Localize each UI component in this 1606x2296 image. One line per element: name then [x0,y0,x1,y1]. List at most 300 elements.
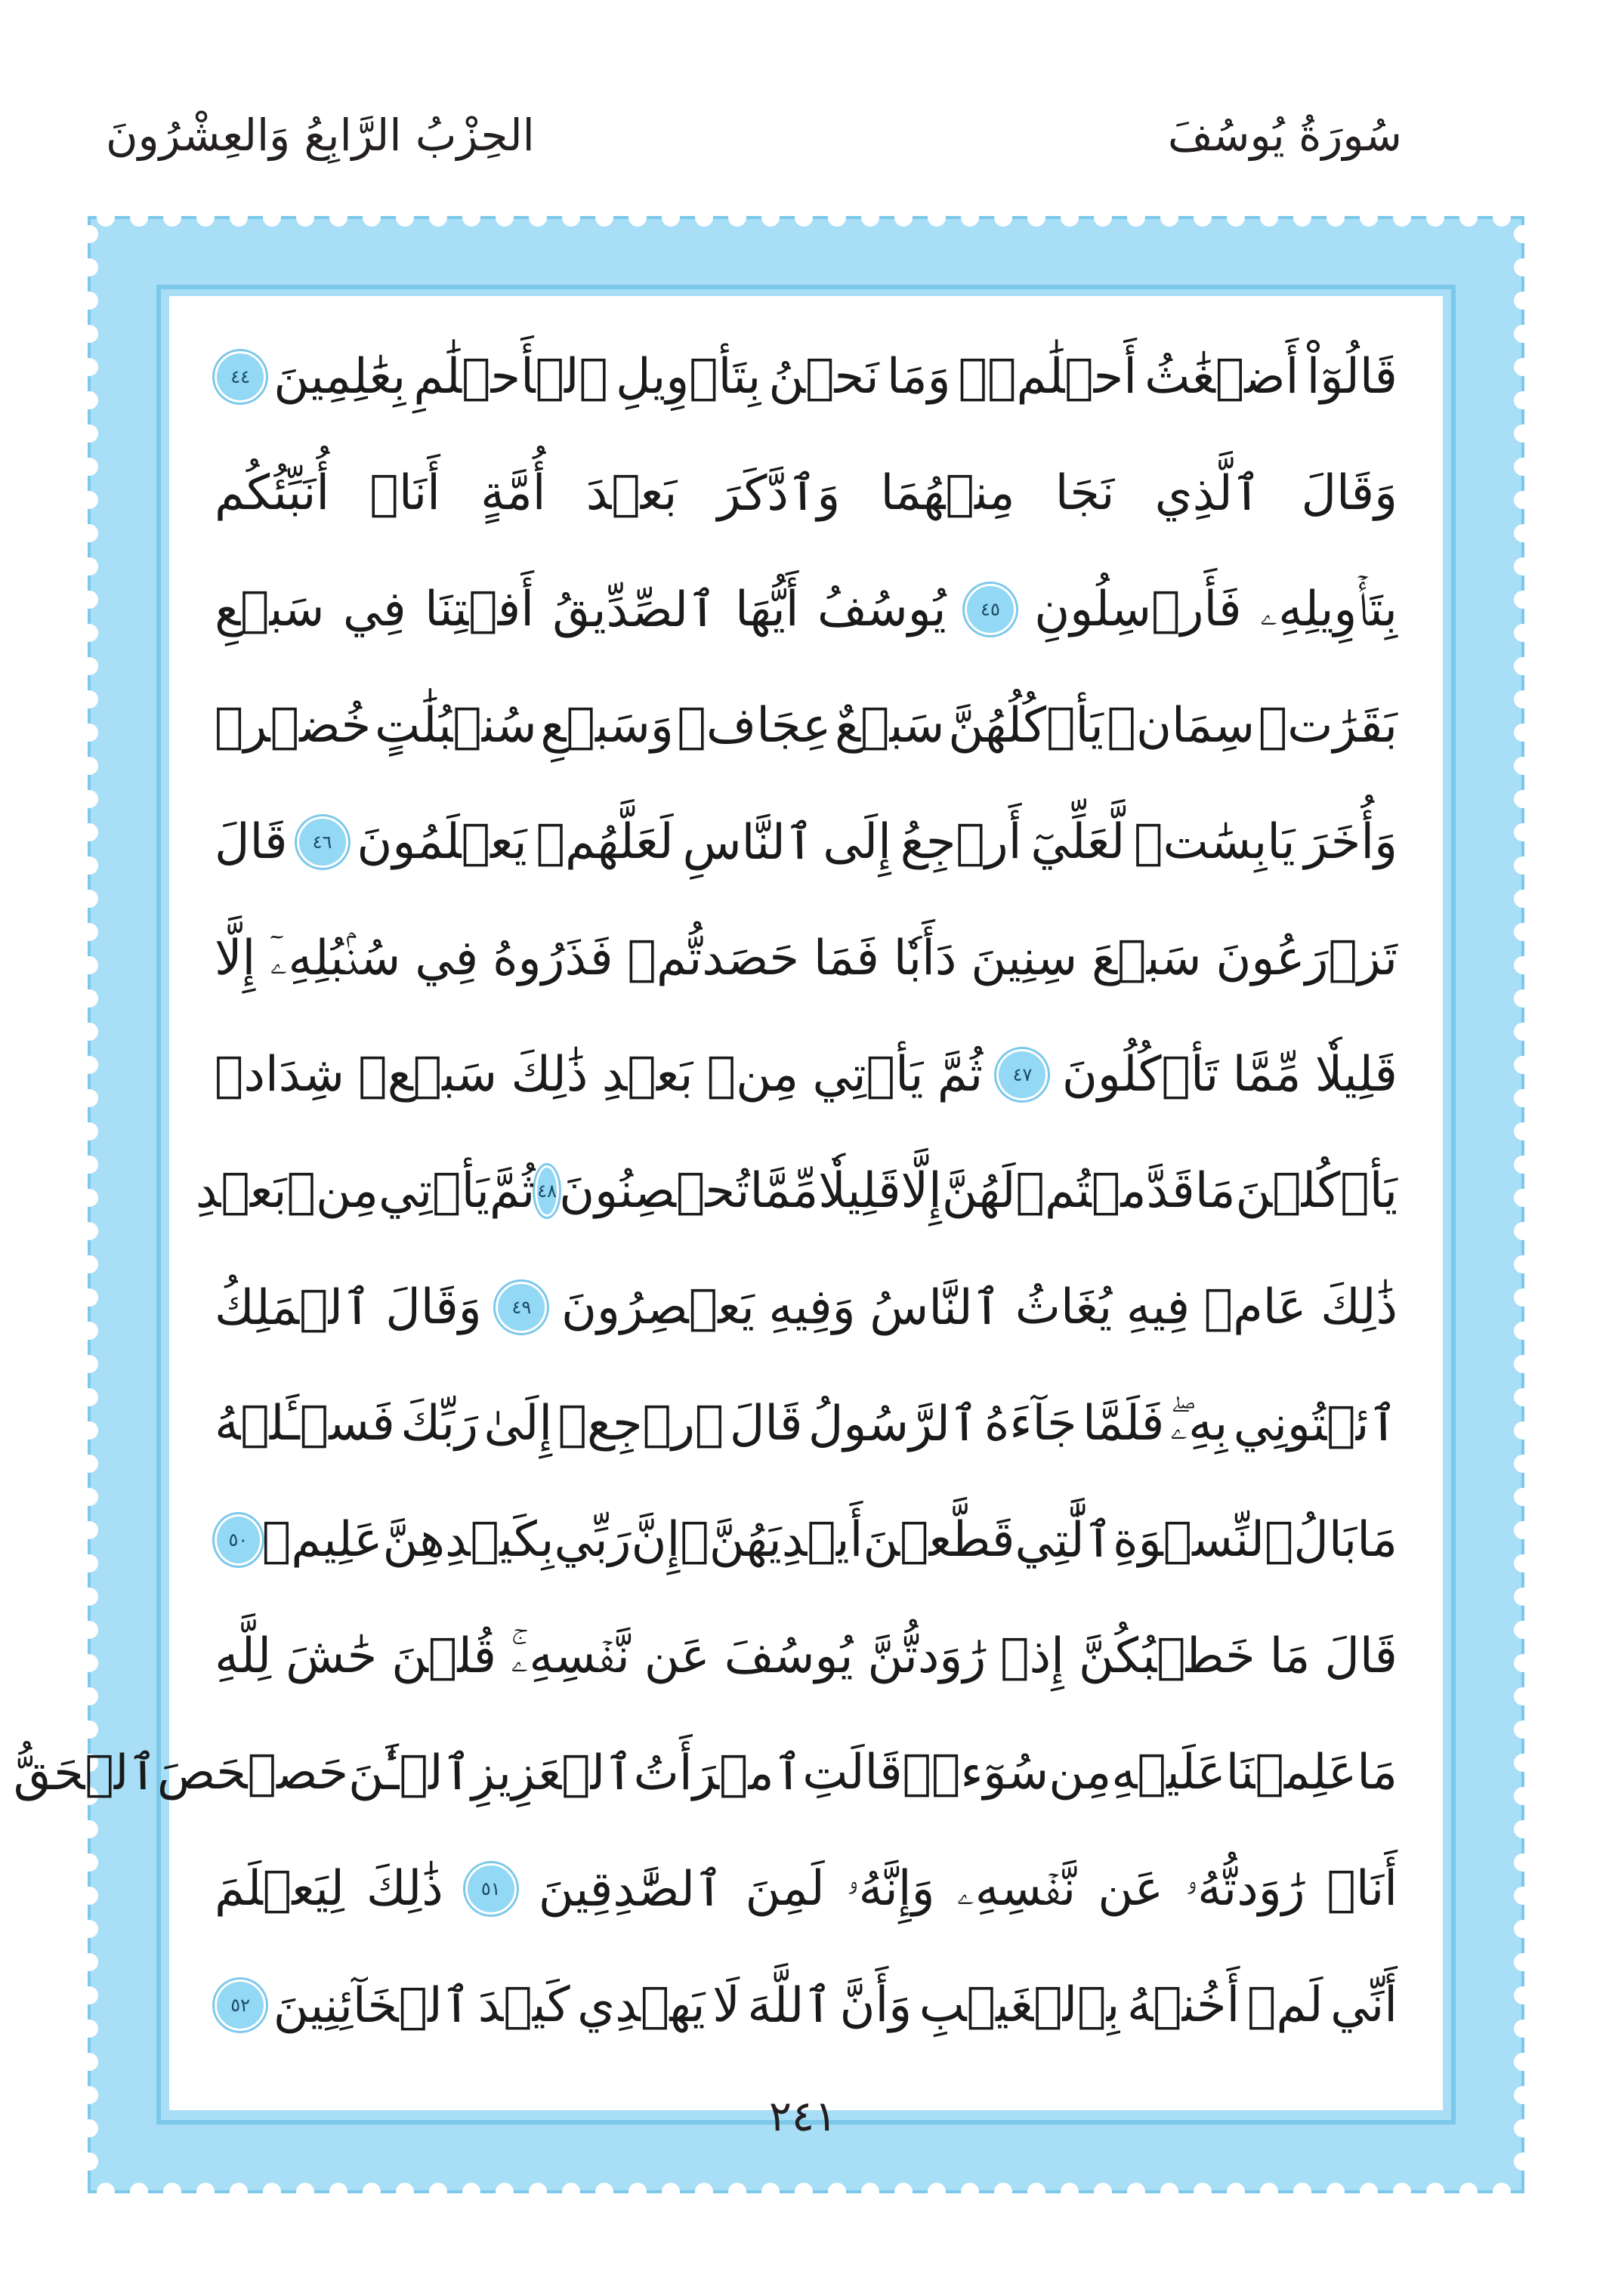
word: قَالَ [1324,1628,1398,1684]
word: يُغَاثُ [1015,1279,1113,1335]
word: فِي [342,582,406,637]
word: وَأُخَرَ [1304,814,1398,870]
border-scallop [1514,325,1532,343]
word: بِكَيۡدِهِنَّ [382,1512,554,1568]
border-scallop [1514,1554,1532,1572]
word: بِعَٰلِمِينَ [273,349,406,405]
word: وَسَبۡعِ [540,698,674,754]
border-scallop [928,208,946,227]
word: ذَٰلِكَ [366,1861,443,1917]
border-scallop [1514,1986,1532,2004]
word: أَخُنۡهُ [1126,1977,1240,2033]
word: أَفۡتِنَا [425,582,534,637]
hizb-label: الحِزْبُ الرَّابِعُ وَالعِشْرُونَ [106,110,535,161]
word: لَّعَلِّيٓ [1030,814,1126,870]
border-scallop [562,208,580,227]
border-scallop [1426,2183,1444,2201]
word: قُلۡنَ [391,1628,497,1684]
border-scallop [994,208,1012,227]
word: إِلَّا [900,1163,942,1219]
border-scallop [130,2183,148,2201]
border-scallop [1027,2183,1045,2201]
border-scallop [1514,258,1532,276]
word: مِّمَّا [749,1163,819,1219]
word: خَطۡبُكُنَّ [1078,1628,1255,1684]
text-line [215,443,1398,544]
border-scallop [296,208,314,227]
word: يَعۡلَمُونَ [357,814,527,870]
border-scallop [795,2183,813,2201]
border-scallop [80,724,98,742]
word: وَمَا [886,349,951,405]
border-scallop [80,424,98,443]
quran-text-panel [13,296,1443,2110]
word: قَلِيلٗا [818,1163,901,1219]
word: حَٰشَ [286,1628,378,1684]
border-scallop [629,208,647,227]
ayah-number-marker: ٥١ [465,1863,517,1915]
border-scallop [1393,2183,1411,2201]
border-scallop [961,2183,979,2201]
text-line [215,1257,1398,1358]
word: يَأۡتِي [378,1163,490,1219]
word: إِلَّا [215,930,256,986]
word: تَأۡكُلُونَ [1061,1047,1219,1103]
border-scallop [1514,657,1532,675]
border-scallop [1260,208,1278,227]
text-line [13,1722,1398,1823]
word: أَحۡلَٰمٖۖ [958,349,1137,405]
word: مَا [1194,1163,1236,1219]
word: سَبۡعٌ [835,698,945,754]
text-line [215,792,1398,893]
border-scallop [80,524,98,542]
border-scallop [196,208,215,227]
word: أَنَا۠ [369,465,440,521]
word: سِمَانٖ [1107,698,1255,754]
word: أَيۡدِيَهُنَّۚ [680,1512,863,1568]
border-scallop [80,1488,98,1506]
word: يَابِسَٰتٖ [1134,814,1296,870]
border-scallop [1514,1654,1532,1672]
border-scallop [1514,690,1532,708]
border-scallop [1260,2183,1278,2201]
word: مَا [1357,1512,1398,1568]
border-scallop [1514,724,1532,742]
border-scallop [80,1388,98,1406]
text-line [215,559,1398,660]
word: لَهُنَّ [941,1163,1016,1219]
border-scallop [462,2183,480,2201]
word: فِي [415,930,479,986]
border-scallop [1514,1820,1532,1838]
border-scallop [1514,591,1532,609]
border-scallop [80,491,98,509]
word: عِجَافٞ [677,698,832,754]
word: أَنَا۠ [1326,1861,1398,1917]
border-scallop [1127,208,1145,227]
word: قَلِيلٗا [1314,1047,1398,1103]
border-scallop [1514,1156,1532,1174]
border-scallop [462,208,480,227]
word: مِنۢ [706,1047,799,1103]
border-scallop [1514,2152,1532,2171]
border-scallop [828,208,846,227]
word: رَٰوَدتُّهُۥ [1185,1861,1305,1917]
word: سَبۡعِ [215,582,325,637]
border-scallop [861,208,879,227]
word: نَجَا [1055,465,1115,521]
border-scallop [1514,956,1532,974]
word: مِنۢ [286,1163,378,1219]
border-scallop [80,391,98,409]
border-scallop [80,1322,98,1340]
word: ٱلۡحَقُّ [13,1745,157,1801]
border-scallop [662,208,680,227]
border-scallop [1293,208,1311,227]
word: بِتَأۡوِيلِ [616,349,761,405]
border-scallop [80,1421,98,1440]
word: بَعۡدَ [585,465,678,521]
border-scallop [80,2152,98,2171]
word: ٱلصِّدِّيقُ [552,582,717,638]
border-scallop [80,2053,98,2071]
border-scallop [662,2183,680,2201]
border-scallop [163,2183,181,2201]
border-scallop [1514,1023,1532,1041]
word: ٱلنَّاسُ [869,1279,1002,1336]
border-scallop [1514,1089,1532,1107]
border-scallop [80,1122,98,1140]
word: قَالُوٓاْ [1306,349,1398,405]
word: أُمَّةٍ [480,465,546,521]
border-scallop [1293,2183,1311,2201]
border-scallop [1094,208,1112,227]
word: لِيَعۡلَمَ [215,1861,344,1917]
word: رَبِّي [554,1512,632,1568]
border-scallop [1326,208,1345,227]
border-scallop [80,1189,98,1207]
border-scallop [1514,1056,1532,1074]
border-scallop [80,1288,98,1307]
border-scallop [1160,208,1178,227]
border-scallop [695,208,713,227]
word: حَصۡحَصَ [156,1745,349,1801]
border-scallop [80,1056,98,1074]
word: بَقَرَٰتٖ [1258,698,1398,754]
border-scallop [1514,1388,1532,1406]
word: ٱئۡتُونِي [1233,1396,1398,1452]
border-scallop [1514,823,1532,841]
word: بِهِۦۖ [1169,1396,1228,1452]
word: ٱلۡمَلِكُ [215,1279,372,1336]
word: فَلَمَّا [1083,1396,1165,1452]
border-scallop [80,1355,98,1373]
word: ٱلۡـَٰٔنَ [348,1745,471,1801]
border-scallop [961,208,979,227]
border-scallop [80,1222,98,1240]
border-scallop [1094,2183,1112,2201]
word: ٱلصَّٰدِقِينَ [538,1861,724,1918]
border-scallop [363,208,381,227]
ayah-number-marker: ٤٨ [535,1165,559,1217]
border-scallop [80,624,98,642]
border-scallop [80,591,98,609]
border-scallop [1514,1720,1532,1739]
word: نَّفۡسِهِۦ [956,1861,1076,1917]
border-scallop [1514,1355,1532,1373]
border-scallop [1514,624,1532,642]
border-scallop [595,2183,613,2201]
text-line [215,326,1398,427]
border-scallop [595,208,613,227]
word: سُوٓءٖۚ [902,1745,1049,1801]
border-scallop [263,208,281,227]
ayah-number-marker: ٤٧ [996,1049,1048,1100]
border-scallop [1127,2183,1145,2201]
border-scallop [1160,2183,1178,2201]
border-scallop [97,208,115,227]
border-scallop [80,1820,98,1838]
border-scallop [761,208,780,227]
border-scallop [1061,2183,1079,2201]
word: ٱلَّذِي [1154,465,1262,522]
border-scallop [296,2183,314,2201]
ayah-number-marker: ٤٩ [496,1282,547,1333]
border-scallop [1426,208,1444,227]
word: ٱلنَّاسِ [682,814,814,871]
border-scallop [1493,208,1511,227]
border-scallop [80,690,98,708]
border-scallop [80,292,98,310]
word: تُحۡصِنُونَ [559,1163,750,1219]
word: فَذَرُوهُ [493,930,613,986]
border-scallop [728,208,746,227]
border-scallop [529,208,547,227]
word: مِن [1049,1745,1112,1801]
border-scallop [329,2183,347,2201]
word: ٱلۡأَحۡلَٰمِ [413,349,608,405]
word: ثُمَّ [489,1163,536,1219]
border-scallop [1514,890,1532,908]
border-scallop [363,2183,381,2201]
border-scallop [80,1887,98,1905]
word: مَا [1357,1745,1398,1801]
word: مَا [1269,1628,1311,1684]
ayah-number-marker: ٤٦ [297,816,348,868]
border-scallop [80,757,98,775]
border-scallop [80,923,98,941]
word: مِنۡهُمَا [880,465,1015,521]
border-scallop [1514,292,1532,310]
ayah-number-marker: ٥٢ [215,1980,266,2031]
border-scallop [1227,208,1245,227]
border-scallop [163,208,181,227]
border-scallop [97,2183,115,2201]
word: أَيُّهَا [734,582,799,637]
border-scallop [1227,2183,1245,2201]
ayah-number-marker: ٥٠ [215,1514,262,1566]
word: بَعۡدِ [601,1047,693,1103]
word: إِلَىٰ [483,1396,553,1452]
word: يَهۡدِي [577,1977,706,2033]
border-scallop [1194,2183,1212,2201]
border-scallop [396,2183,414,2201]
border-scallop [80,358,98,376]
text-line [215,1373,1398,1474]
border-scallop [1194,208,1212,227]
border-scallop [196,2183,215,2201]
border-scallop [80,823,98,841]
border-scallop [1514,1787,1532,1805]
word: ٱلنِّسۡوَةِ [1113,1512,1294,1568]
surah-name: سُورَةُ يُوسُفَ [1167,110,1402,161]
border-scallop [795,208,813,227]
word: وَإِنَّهُۥ [846,1861,935,1917]
word: بَالُ [1293,1512,1357,1568]
border-scallop [1514,1621,1532,1639]
text-line [215,675,1398,776]
border-scallop [80,1953,98,1971]
border-scallop [1514,1122,1532,1140]
border-scallop [80,1023,98,1041]
border-scallop [1514,1853,1532,1872]
border-scallop [1514,1754,1532,1772]
border-scallop [828,2183,846,2201]
border-scallop [1393,208,1411,227]
border-scallop [928,2183,946,2201]
border-scallop [1514,458,1532,476]
word: لِلَّهِ [215,1628,272,1684]
text-line [215,1024,1398,1125]
border-scallop [629,2183,647,2201]
word: ٱلَّٰتِي [1015,1512,1113,1569]
border-scallop [1514,2053,1532,2071]
border-scallop [80,225,98,243]
border-scallop [80,1920,98,1938]
word: ٱللَّهَ [747,1977,832,2034]
border-scallop [1514,1455,1532,1473]
border-scallop [894,208,913,227]
border-scallop [1514,1488,1532,1506]
border-scallop [1514,989,1532,1008]
border-scallop [80,1621,98,1639]
word: قَالَ [215,814,288,870]
border-scallop [1514,524,1532,542]
border-scallop [429,208,447,227]
border-scallop [80,1720,98,1739]
word: أُنَبِّئُكُم [215,465,330,521]
ayah-number-marker: ٤٤ [215,351,266,403]
border-scallop [80,1986,98,2004]
border-scallop [80,1687,98,1705]
border-scallop [1061,208,1079,227]
word: ٱلۡخَآئِنِينَ [273,1977,471,2034]
word: لَعَلَّهُمۡ [536,814,674,870]
word: سَبۡعٞ [358,1047,498,1103]
border-scallop [1514,1521,1532,1539]
border-scallop [1514,358,1532,376]
border-scallop [80,890,98,908]
border-scallop [1514,225,1532,243]
word: رَٰوَدتُّنَّ [867,1628,987,1684]
word: إِذۡ [1000,1628,1064,1684]
ayah-number-marker: ٤٥ [965,584,1016,635]
border-scallop [1493,2183,1511,2201]
border-scallop [1514,1421,1532,1440]
border-scallop [263,2183,281,2201]
word: فَمَا [813,930,879,986]
word: عَن [1098,1861,1164,1917]
border-scallop [1027,208,1045,227]
word: وَٱدَّكَرَ [717,465,841,522]
border-scallop [1514,391,1532,409]
word: فِيهِ [1126,1279,1191,1335]
word: يُوسُفَ [724,1628,854,1684]
border-scallop [529,2183,547,2201]
border-scallop [80,1588,98,1606]
word: ٱلۡعَزِيزِ [471,1745,634,1801]
border-scallop [429,2183,447,2201]
word: ثُمَّ [937,1047,984,1103]
text-line [215,1606,1398,1707]
word: إِنَّ [631,1512,681,1568]
word: قَالَتِ [802,1745,903,1801]
border-scallop [80,325,98,343]
border-scallop [894,2183,913,2201]
border-scallop [80,1853,98,1872]
word: خُضۡرٖ [215,698,372,754]
border-scallop [230,208,248,227]
word: وَأَنَّ [839,1977,913,2033]
border-scallop [1514,424,1532,443]
word: بَعۡدِ [195,1163,287,1219]
word: سُنۢبُلِهِۦٓ [270,930,401,986]
word: ٱلرَّسُولُ [808,1396,979,1452]
border-scallop [1514,1920,1532,1938]
word: ذَٰلِكَ [1320,1279,1398,1335]
border-scallop [1514,856,1532,875]
word: لَمۡ [1246,1977,1323,2033]
word: لَا [712,1977,740,2033]
border-scallop [496,208,514,227]
word: يَأۡتِي [812,1047,924,1103]
word: عَلَيۡهِ [1111,1745,1226,1801]
word: يَعۡصِرُونَ [561,1279,755,1335]
border-scallop [1360,2183,1378,2201]
word: بِٱلۡغَيۡبِ [919,1977,1120,2033]
word: رَبِّكَ [400,1396,478,1452]
border-scallop [1514,1189,1532,1207]
border-scallop [230,2183,248,2201]
word: أَرۡجِعُ [900,814,1022,870]
border-scallop [80,1654,98,1672]
text-line [215,1955,1398,2056]
word: يَأۡكُلۡنَ [1235,1163,1398,1219]
text-line [195,1140,1398,1242]
word: نَحۡنُ [768,349,879,405]
border-scallop [80,989,98,1008]
word: أَضۡغَٰثُ [1144,349,1299,405]
border-scallop [80,956,98,974]
border-scallop [1459,208,1478,227]
word: سِنِينَ [971,930,1078,986]
word: ذَٰلِكَ [511,1047,588,1103]
word: عَلِيمٞ [261,1512,383,1568]
border-scallop [1514,1255,1532,1273]
border-scallop [80,557,98,576]
word: بِتَأۡوِيلِهِۦ [1259,582,1398,637]
